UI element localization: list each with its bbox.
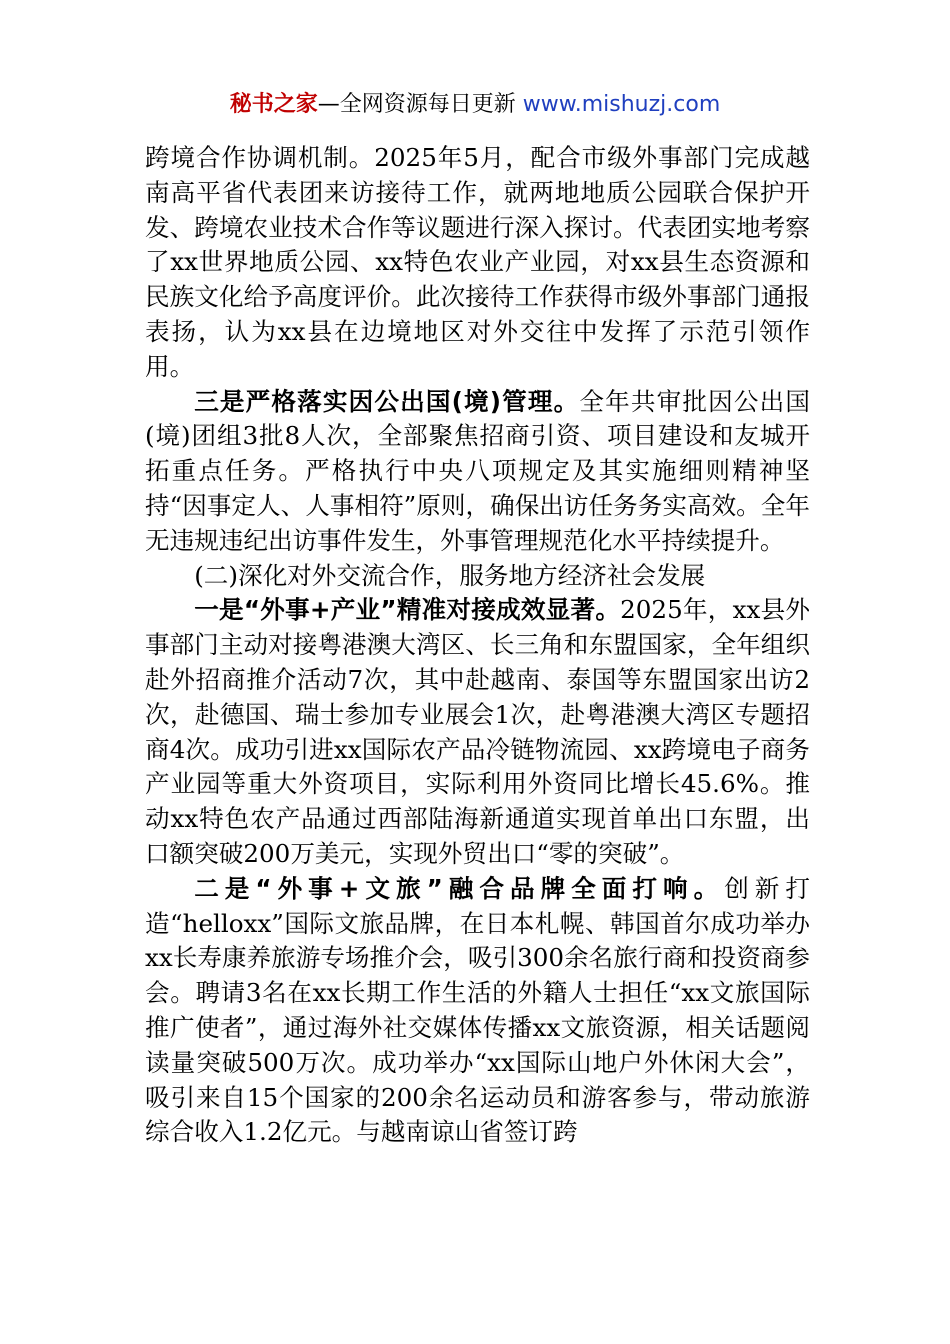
paragraph-lead: 二是“外事+文旅”融合品牌全面打响。 — [194, 873, 725, 903]
section-heading — [145, 559, 810, 594]
paragraph-text: 2025年，xx县外事部门主动对接粤港澳大湾区、长三角和东盟国家，全年组织赴外招商推介活动7次，其中赴越南、泰国等东盟国家出访2次，赴德国、瑞士参加专业展会1次，赴粤港澳大湾区专题招商4次。成功引进xx国际农产品冷链物流园、xx跨境电子商务产业园等重大外资项目，实际利用外资同比增长45.6%。推动xx特色农产品通过西部陆海新通道实现首单出口东盟，出口额突破200万美元，实现外贸出口“零的突破”。 — [145, 595, 810, 868]
document-body — [145, 141, 810, 1150]
site-tagline: —全网资源每日更新 — [317, 92, 523, 117]
section-heading-text: (二)深化对外交流合作，服务地方经济社会发展 — [194, 560, 706, 590]
site-url-link[interactable]: www.mishuzj.com — [522, 92, 721, 117]
paragraph — [145, 385, 810, 559]
paragraph-lead: 一是“外事+产业”精准对接成效显著。 — [194, 595, 621, 625]
paragraph-lead: 三是严格落实因公出国(境)管理。 — [194, 386, 580, 416]
paragraph — [145, 141, 810, 385]
site-header — [0, 88, 950, 122]
paragraph-text: 全年共审批因公出国(境)团组3批8人次，全部聚焦招商引资、项目建设和友城开拓重点任务。严格执行中央八项规定及其实施细则精神坚持“因事定人、人事相符”原则，确保出访任务务实高效。全年无违规违纪出访事件发生，外事管理规范化水平持续提升。 — [145, 386, 810, 555]
paragraph — [145, 593, 810, 871]
paragraph — [145, 872, 810, 1150]
site-brand: 秘书之家 — [229, 92, 318, 117]
paragraph-text: 跨境合作协调机制。2025年5月，配合市级外事部门完成越南高平省代表团来访接待工作，就两地地质公园联合保护开发、跨境农业技术合作等议题进行深入探讨。代表团实地考察了xx世界地质公园、xx特色农业产业园，对xx县生态资源和民族文化给予高度评价。此次接待工作获得市级外事部门通报表扬，认为xx县在边境地区对外交往中发挥了示范引领作用。 — [145, 143, 810, 381]
paragraph-text: 创新打造“helloxx”国际文旅品牌，在日本札幌、韩国首尔成功举办xx长寿康养旅游专场推介会，吸引300余名旅行商和投资商参会。聘请3名在xx长期工作生活的外籍人士担任“xx文旅国际推广使者”，通过海外社交媒体传播xx文旅资源，相关话题阅读量突破500万次。成功举办“xx国际山地户外休闲大会”，吸引来自15个国家的200余名运动员和游客参与，带动旅游综合收入1.2亿元。与越南谅山省签订跨 — [145, 873, 810, 1147]
